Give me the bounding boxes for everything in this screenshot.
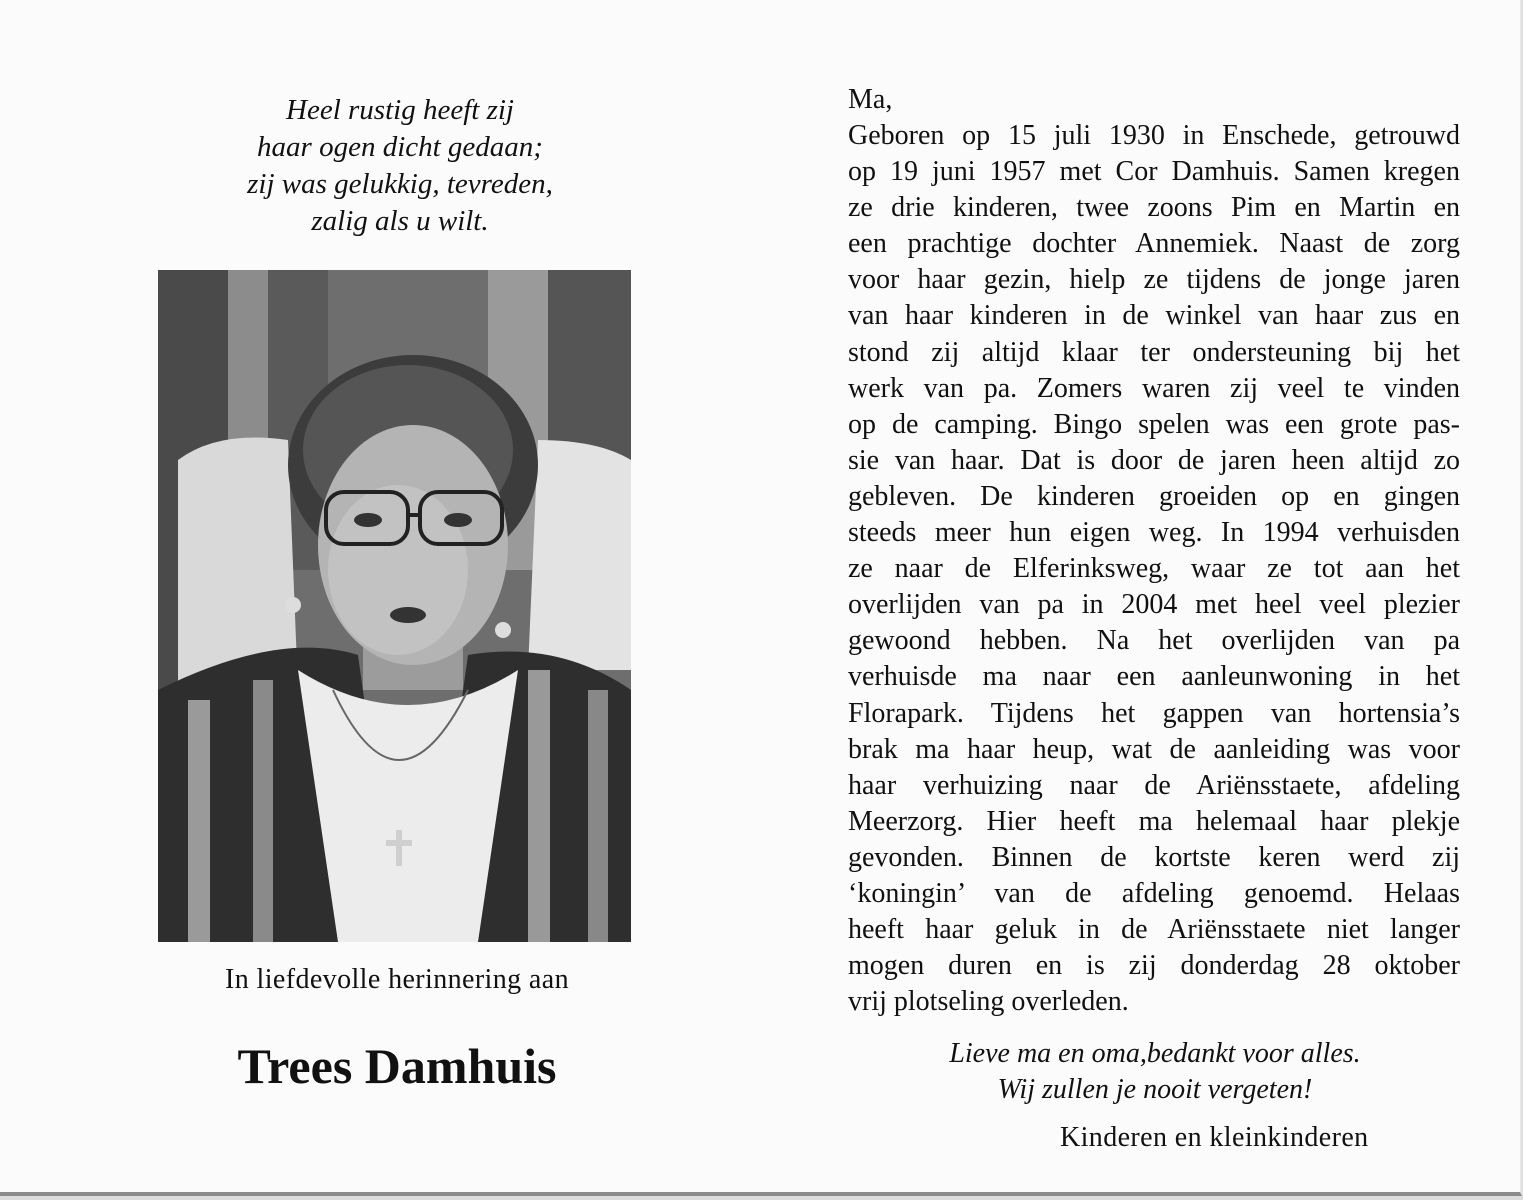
biography-line: gewoond hebben. Na het overlijden van pa — [848, 625, 1460, 657]
biography-text — [848, 118, 1460, 1020]
biography-line: werk van pa. Zomers waren zij veel te vinden — [848, 372, 1460, 404]
memorial-caption: In liefdevolle herinnering aan — [225, 964, 569, 995]
closing-line: Wij zullen je nooit vergeten! — [997, 1074, 1313, 1105]
portrait-photo-icon — [158, 270, 631, 942]
salutation: Ma, — [848, 84, 893, 115]
biography-line: ‘koningin’ van de afdeling genoemd. Helaas — [848, 877, 1460, 909]
biography-line: brak ma haar heup, wat de aanleiding was voor — [848, 733, 1460, 765]
closing-line: Lieve ma en oma,bedankt voor alles. — [949, 1038, 1361, 1069]
biography-line: voor haar gezin, hielp ze tijdens de jonge jaren — [848, 264, 1460, 296]
poem-line: zalig als u wilt. — [311, 205, 489, 237]
biography-line: op 19 juni 1957 met Cor Damhuis. Samen kregen — [848, 156, 1460, 188]
biography-line: Florapark. Tijdens het gappen van hortensia’s — [848, 697, 1460, 729]
deceased-name: Trees Damhuis — [237, 1038, 557, 1094]
biography-line: mogen duren en is zij donderdag 28 oktober — [848, 950, 1460, 982]
biography-line: heeft haar geluk in de Ariënsstaete niet langer — [848, 914, 1460, 946]
biography-line: steeds meer hun eigen weg. In 1994 verhuisden — [848, 517, 1460, 549]
closing-words — [860, 1036, 1450, 1108]
biography-line: Meerzorg. Hier heeft ma helemaal haar plekje — [848, 805, 1460, 837]
biography-line: overlijden van pa in 2004 met heel veel plezier — [848, 589, 1460, 621]
biography-line: gevonden. Binnen de kortste keren werd zij — [848, 841, 1460, 873]
biography-line: haar verhuizing naar de Ariënsstaete, afdeling — [848, 769, 1460, 801]
signoff: Kinderen en kleinkinderen — [1060, 1122, 1369, 1153]
memorial-poem — [160, 92, 640, 240]
biography-line: Geboren op 15 juli 1930 in Enschede, getrouwd — [848, 120, 1460, 151]
biography-line: ze naar de Elferinksweg, waar ze tot aan het — [848, 553, 1460, 585]
biography-line: stond zij altijd klaar ter ondersteuning bij het — [848, 336, 1460, 368]
poem-line: Heel rustig heeft zij — [286, 94, 514, 126]
biography-line: gebleven. De kinderen groeiden op en gingen — [848, 480, 1460, 512]
biography-line: van haar kinderen in de winkel van haar zus en — [848, 300, 1460, 332]
biography-line: ze drie kinderen, twee zoons Pim en Martin en — [848, 192, 1460, 224]
poem-line: zij was gelukkig, tevreden, — [247, 168, 553, 200]
biography-line: vrij plotseling overleden. — [848, 986, 1129, 1018]
biography-line: verhuisde ma naar een aanleunwoning in het — [848, 661, 1460, 693]
biography-line: sie van haar. Dat is door de jaren heen altijd zo — [848, 444, 1460, 476]
poem-line: haar ogen dicht gedaan; — [257, 131, 543, 163]
biography-line: een prachtige dochter Annemiek. Naast de zorg — [848, 228, 1460, 260]
biography-line: op de camping. Bingo spelen was een grote pas- — [848, 408, 1460, 440]
